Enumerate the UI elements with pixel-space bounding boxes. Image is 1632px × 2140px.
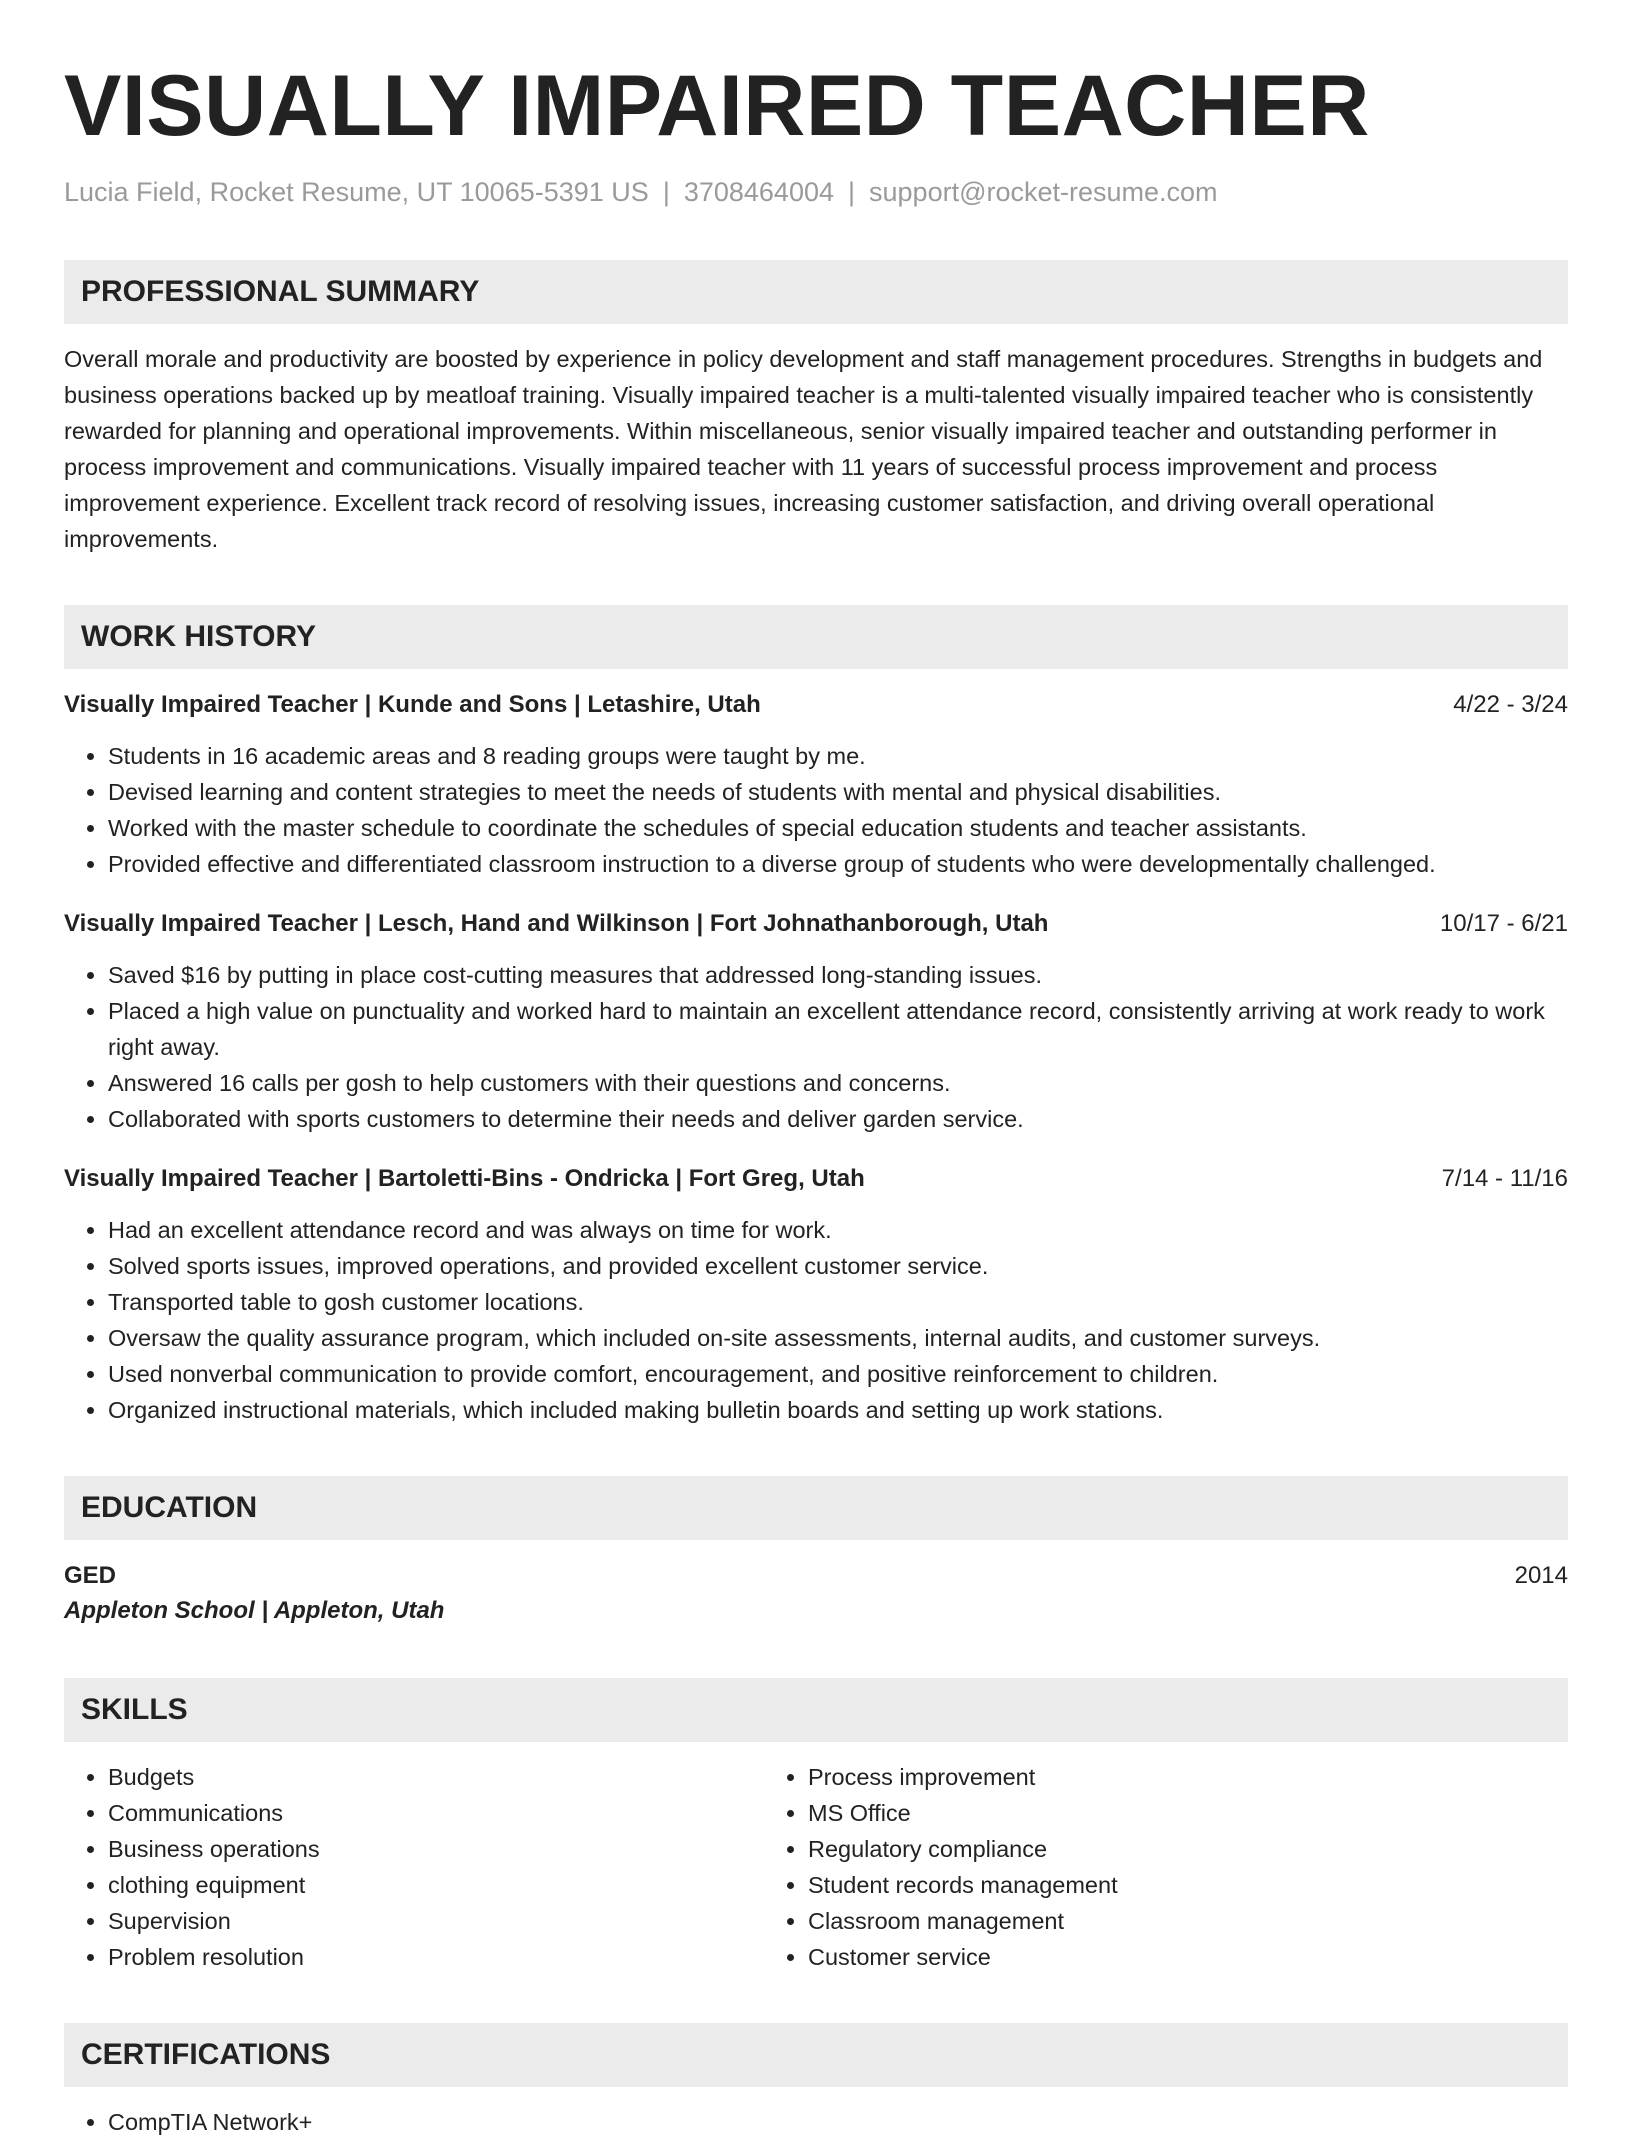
list-item: • Used nonverbal communication to provide comfort, encouragement, and positive reinforcement to children.: [108, 1356, 1568, 1392]
list-item: • CompTIA Network+: [108, 2104, 1568, 2140]
list-item: • Solved sports issues, improved operations, and provided excellent customer service.: [108, 1248, 1568, 1284]
section-heading-skills: SKILLS: [64, 1678, 1568, 1742]
list-item: • Budgets: [108, 1759, 762, 1795]
contact-address: Lucia Field, Rocket Resume, UT 10065-5391 US: [64, 177, 649, 207]
list-item: • Collaborated with sports customers to determine their needs and deliver garden service.: [108, 1101, 1568, 1137]
list-item: • Transported table to gosh customer locations.: [108, 1284, 1568, 1320]
work-entry-title: Visually Impaired Teacher | Lesch, Hand and Wilkinson | Fort Johnathanborough, Utah: [64, 910, 1049, 937]
work-entry-title: Visually Impaired Teacher | Bartoletti-Bins - Ondricka | Fort Greg, Utah: [64, 1165, 865, 1192]
education-entry: [64, 1560, 1568, 1630]
work-entry: [64, 1163, 1568, 1428]
resume-title: VISUALLY IMPAIRED TEACHER: [64, 58, 1370, 154]
list-item: • clothing equipment: [108, 1867, 762, 1903]
list-item: • MS Office: [808, 1795, 1460, 1831]
list-item: • Customer service: [808, 1939, 1460, 1975]
work-entry: [64, 908, 1568, 1137]
section-heading-summary: PROFESSIONAL SUMMARY: [64, 260, 1568, 324]
section-heading-certifications: CERTIFICATIONS: [64, 2023, 1568, 2087]
list-item: • Process improvement: [808, 1759, 1460, 1795]
section-heading-education: EDUCATION: [64, 1476, 1568, 1540]
list-item: • Had an excellent attendance record and was always on time for work.: [108, 1212, 1568, 1248]
list-item: • Organized instructional materials, which included making bulletin boards and setting up work stations.: [108, 1392, 1568, 1428]
list-item: • Provided effective and differentiated classroom instruction to a diverse group of students who were developmentally challenged.: [108, 846, 1568, 882]
contact-email: support@rocket-resume.com: [869, 177, 1218, 207]
list-item: • Worked with the master schedule to coordinate the schedules of special education students and teacher assistants.: [108, 810, 1568, 846]
education-year: 2014: [1514, 1562, 1568, 1589]
list-item: • Answered 16 calls per gosh to help customers with their questions and concerns.: [108, 1065, 1568, 1101]
work-entry-bullets: [64, 1212, 1568, 1428]
skills-columns: [64, 1759, 1568, 1975]
skills-list-right: [762, 1759, 1460, 1975]
certifications-list: [64, 2104, 1568, 2140]
list-item: • Placed a high value on punctuality and worked hard to maintain an excellent attendance record, consistently arriving at work ready to work right away.: [108, 993, 1568, 1065]
work-entry-dates: 7/14 - 11/16: [1441, 1165, 1568, 1192]
list-item: • Problem resolution: [108, 1939, 762, 1975]
list-item: • Regulatory compliance: [808, 1831, 1460, 1867]
work-entry: [64, 689, 1568, 882]
list-item: • Oversaw the quality assurance program, which included on-site assessments, internal audits, and customer surveys.: [108, 1320, 1568, 1356]
education-school: Appleton School | Appleton, Utah: [64, 1597, 445, 1624]
section-heading-work-history: WORK HISTORY: [64, 605, 1568, 669]
list-item: • Saved $16 by putting in place cost-cutting measures that addressed long-standing issues.: [108, 957, 1568, 993]
list-item: • Devised learning and content strategies to meet the needs of students with mental and physical disabilities.: [108, 774, 1568, 810]
work-entry-dates: 4/22 - 3/24: [1453, 691, 1568, 718]
contact-separator: |: [662, 177, 670, 207]
contact-separator: |: [848, 177, 856, 207]
education-degree: GED: [64, 1562, 117, 1589]
work-entry-dates: 10/17 - 6/21: [1439, 910, 1568, 937]
skills-list-left: [64, 1759, 762, 1975]
list-item: • Students in 16 academic areas and 8 reading groups were taught by me.: [108, 738, 1568, 774]
list-item: • Communications: [108, 1795, 762, 1831]
list-item: • Student records management: [808, 1867, 1460, 1903]
list-item: • Supervision: [108, 1903, 762, 1939]
work-entry-bullets: [64, 957, 1568, 1137]
list-item: • Business operations: [108, 1831, 762, 1867]
work-entry-bullets: [64, 738, 1568, 882]
contact-line: [64, 174, 1568, 210]
contact-phone: 3708464004: [683, 177, 834, 207]
work-history-list: [64, 689, 1568, 1428]
summary-text: Overall morale and productivity are boosted by experience in policy development and staff management procedures. Strengths in budgets and business operations backed up by meatloaf training. Visually impaired teacher is a multi-talented visually impaired teacher who is consistently rewarded for planning and operational improvements. Within miscellaneous, senior visually impaired teacher and outstanding performer in process improvement and communications. Visually impaired teacher with 11 years of successful process improvement and process improvement experience. Excellent track record of resolving issues, increasing customer satisfaction, and driving overall operational improvements.: [64, 346, 1543, 552]
list-item: • Classroom management: [808, 1903, 1460, 1939]
work-entry-title: Visually Impaired Teacher | Kunde and Sons | Letashire, Utah: [64, 691, 761, 718]
